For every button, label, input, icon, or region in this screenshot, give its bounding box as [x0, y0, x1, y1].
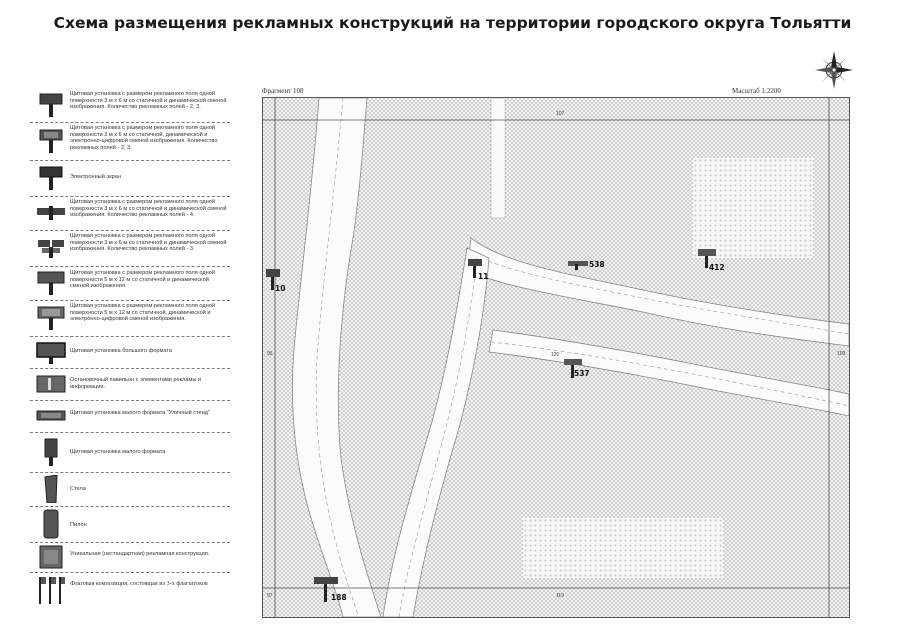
- electronic-screen-icon: [36, 166, 66, 190]
- legend-item-text: Щитовая установка малого формата: [70, 449, 166, 455]
- sheet-label: 95: [267, 351, 273, 357]
- legend-item-text: Щитовая установка с размером рекламного поля одной поверхности 5 м х 12 м со статичной, динамической и электронно-цифровой сменой изображения.: [70, 303, 215, 323]
- small-format-billboard-icon: [36, 438, 66, 466]
- sign-number: 11: [478, 272, 489, 281]
- sign-marker[interactable]: [265, 268, 295, 296]
- legend-item-text: Щитовая установка большого формата: [70, 348, 172, 354]
- scale-label: Масштаб 1:2200: [732, 87, 781, 95]
- legend-item-text: Флаговая композиция, состоящая из 3-х флагштоков: [70, 580, 208, 587]
- unique-structure-icon: [36, 545, 66, 569]
- compass-rose-icon: [814, 50, 854, 90]
- billboard-5x12-static-icon: [36, 271, 66, 295]
- billboard-3x6-static-icon: [36, 93, 66, 117]
- billboard-3x6-four-fields-icon: [36, 204, 66, 222]
- sign-number: 10: [275, 284, 286, 293]
- billboard-5x12-digital-icon: [36, 306, 66, 330]
- legend-item-text: Уникальная (нестандартная) рекламная конструкция.: [70, 551, 210, 557]
- legend-item: [30, 400, 230, 433]
- sheet-label: 119: [556, 593, 564, 599]
- legend-item: [30, 160, 230, 197]
- billboard-3x6-digital-icon: [36, 129, 66, 153]
- bus-stop-pavilion-icon: [36, 373, 66, 395]
- pylon-icon: [36, 509, 66, 539]
- legend-item: [30, 336, 230, 369]
- page-title: Схема размещения рекламных конструкций на территории городского округа Тольятти: [53, 14, 852, 32]
- sheet-label: 120: [551, 352, 560, 358]
- sign-number: 412: [709, 263, 725, 272]
- legend-item-text: Щитовая установка малого формата "Уличный стенд": [70, 410, 210, 416]
- legend-item: [30, 572, 230, 608]
- legend-item: [30, 266, 230, 301]
- sign-number: 538: [589, 260, 605, 269]
- sheet-label: 97: [267, 593, 273, 599]
- legend-item-text: Щитовая установка с размером рекламного поля одной поверхности 3 м х 6 м со статичной и динамической сменой изображения. Количество рекламных полей - 3.: [70, 233, 227, 253]
- sign-marker[interactable]: [563, 358, 599, 382]
- legend-item: [30, 506, 230, 543]
- stele-icon: [36, 475, 66, 503]
- fragment-label: Фрагмент 108: [262, 87, 304, 95]
- legend-item-text: Стела: [70, 486, 86, 492]
- flag-composition-icon: [36, 576, 66, 604]
- legend-item-text: Остановочный павильон с элементами рекламы и информации.: [70, 377, 202, 390]
- sign-marker[interactable]: [467, 258, 497, 284]
- sheet-label: 109: [837, 351, 846, 357]
- legend-item: [30, 122, 230, 161]
- map-view[interactable]: [262, 97, 850, 618]
- sign-number: 537: [574, 369, 590, 378]
- sign-marker[interactable]: [313, 576, 353, 606]
- legend-item: [30, 368, 230, 401]
- legend-item: [30, 88, 230, 123]
- city-stand-icon: [36, 408, 66, 424]
- legend-item-text: Электронный экран: [70, 174, 121, 180]
- legend-item: [30, 300, 230, 337]
- billboard-marker-icon: [567, 259, 589, 271]
- legend-item: [30, 472, 230, 507]
- legend-item-text: Щитовая установка с размером рекламного поля одной поверхности 3 м х 6 м со статичной и динамической сменой изображения. Количество рекламных полей - 2, 3.: [70, 91, 227, 111]
- billboard-3x6-three-fields-icon: [36, 238, 66, 258]
- legend-item-text: Щитовая установка с размером рекламного поля одной поверхности 5 м х 12 м со статичной и динамической сменой изображения.: [70, 270, 215, 290]
- sign-number: 188: [331, 593, 347, 602]
- sheet-label: 107: [556, 111, 565, 117]
- legend-item-text: Щитовая установка с размером рекламного поля одной поверхности 3 м х 6 м со статичной и динамической сменой изображения. Количество рекламных полей - 4.: [70, 199, 227, 219]
- legend-item-text: Щитовая установка с размером рекламного поля одной поверхности 3 м х 6 м со статичной, динамической и электронно-цифровой сменой изображения. Количество рекламных полей - 2, 3.: [70, 125, 218, 151]
- sign-marker[interactable]: [567, 258, 615, 274]
- legend-item: [30, 432, 230, 473]
- legend-item-text: Пилон: [70, 522, 87, 528]
- legend-item: [30, 230, 230, 267]
- sign-marker[interactable]: [697, 248, 733, 276]
- large-format-billboard-icon: [36, 340, 66, 364]
- legend-item: [30, 196, 230, 231]
- legend-item: [30, 542, 230, 573]
